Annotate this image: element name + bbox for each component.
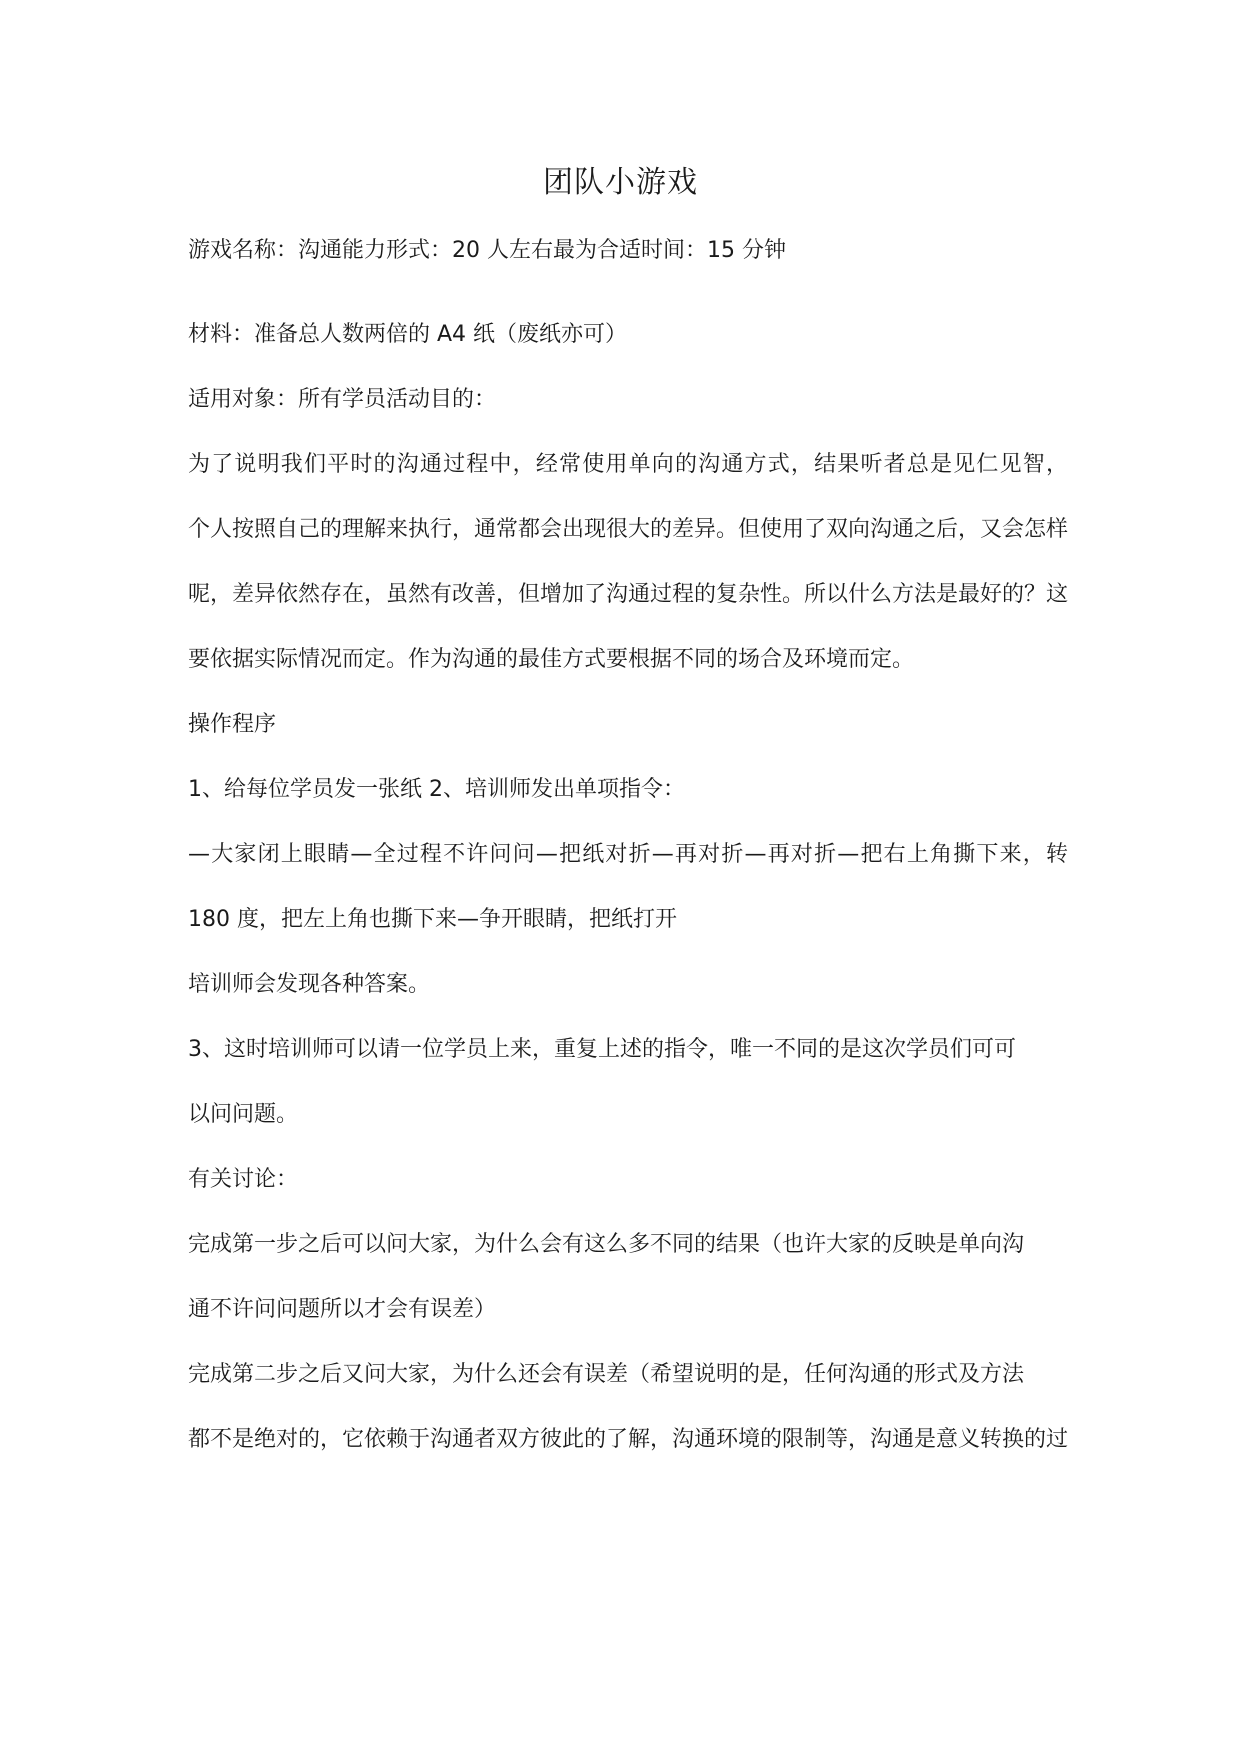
purpose-line-3: 呢，差异依然存在，虽然有改善，但增加了沟通过程的复杂性。所以什么方法是最好的？这	[188, 582, 1068, 607]
instruction-result-line: 培训师会发现各种答案。	[188, 972, 431, 997]
discussion-heading: 有关讨论：	[188, 1167, 299, 1192]
purpose-line-2: 个人按照自己的理解来执行，通常都会出现很大的差异。但使用了双向沟通之后，又会怎样	[188, 517, 1068, 542]
discussion-line-3: 完成第二步之后又问大家，为什么还会有误差（希望说明的是，任何沟通的形式及方法	[188, 1362, 1025, 1387]
procedure-step-1-2: 1、给每位学员发一张纸 2、培训师发出单项指令：	[188, 777, 685, 802]
procedure-step-3-line-2: 以问问题。	[188, 1102, 299, 1127]
game-info-line: 游戏名称：沟通能力形式：20 人左右最为合适时间：15 分钟	[188, 238, 786, 263]
audience-line: 适用对象：所有学员活动目的：	[188, 387, 497, 412]
materials-line: 材料：准备总人数两倍的 A4 纸（废纸亦可）	[188, 322, 628, 347]
document-title: 团队小游戏	[543, 165, 698, 200]
purpose-line-1: 为了说明我们平时的沟通过程中，经常使用单向的沟通方式，结果听者总是见仁见智，	[188, 452, 1068, 477]
purpose-line-4: 要依据实际情况而定。作为沟通的最佳方式要根据不同的场合及环境而定。	[188, 647, 915, 672]
discussion-line-4: 都不是绝对的，它依赖于沟通者双方彼此的了解，沟通环境的限制等，沟通是意义转换的过	[188, 1427, 1068, 1452]
discussion-line-2: 通不许问问题所以才会有误差）	[188, 1297, 497, 1322]
instruction-line-2: 180 度，把左上角也撕下来—争开眼睛，把纸打开	[188, 907, 677, 932]
instruction-line-1: —大家闭上眼睛—全过程不许问问—把纸对折—再对折—再对折—把右上角撕下来，转	[188, 842, 1068, 867]
discussion-line-1: 完成第一步之后可以问大家，为什么会有这么多不同的结果（也许大家的反映是单向沟	[188, 1232, 1025, 1257]
procedure-heading: 操作程序	[188, 712, 277, 737]
procedure-step-3-line-1: 3、这时培训师可以请一位学员上来，重复上述的指令，唯一不同的是这次学员们可可	[188, 1037, 1016, 1062]
